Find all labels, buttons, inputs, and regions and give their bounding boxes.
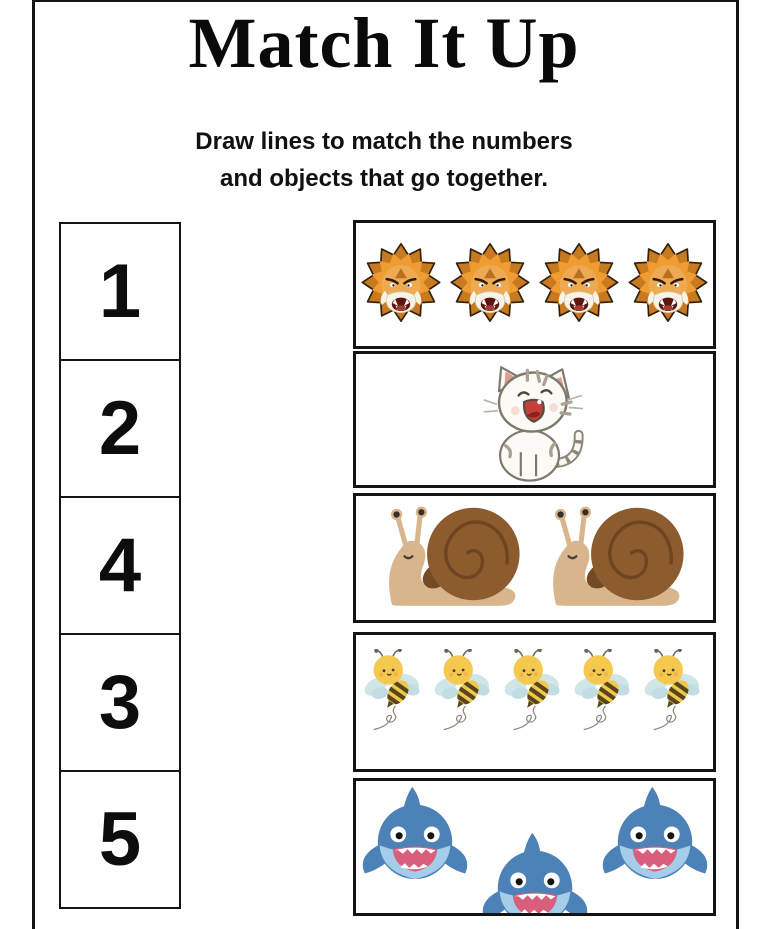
- number-cell-2[interactable]: 2: [59, 359, 181, 498]
- animal-row-cat[interactable]: [353, 351, 716, 488]
- animal-row-sharks[interactable]: [353, 778, 716, 916]
- shark-icon: [479, 832, 591, 916]
- number-cell-1[interactable]: 1: [59, 222, 181, 361]
- snail-icon: [538, 502, 696, 615]
- number-cell-5[interactable]: 5: [59, 770, 181, 909]
- animal-row-bees[interactable]: [353, 632, 716, 772]
- numbers-column: [59, 222, 181, 909]
- bee-icon: [433, 649, 496, 733]
- page-title: Match It Up: [188, 3, 580, 83]
- bee-icon: [573, 649, 636, 733]
- number-cell-3[interactable]: 3: [59, 633, 181, 772]
- snail-icon: [374, 502, 532, 615]
- shark-icon: [359, 786, 471, 893]
- lion-face-icon: [448, 243, 532, 327]
- animal-row-snails[interactable]: [353, 493, 716, 623]
- animal-row-lions[interactable]: [353, 220, 716, 349]
- number-cell-4[interactable]: 4: [59, 496, 181, 635]
- lion-face-icon: [626, 243, 710, 327]
- lion-face-icon: [359, 243, 443, 327]
- shark-icon: [599, 786, 711, 893]
- bee-icon: [643, 649, 706, 733]
- bee-icon: [503, 649, 566, 733]
- instructions-line-2: and objects that go together.: [219, 165, 549, 192]
- bee-icon: [363, 649, 426, 733]
- instructions-line-1: Draw lines to match the numbers: [195, 128, 573, 155]
- instructions: [0, 123, 768, 197]
- laughing-kitten-icon: [475, 354, 595, 485]
- lion-face-icon: [537, 243, 621, 327]
